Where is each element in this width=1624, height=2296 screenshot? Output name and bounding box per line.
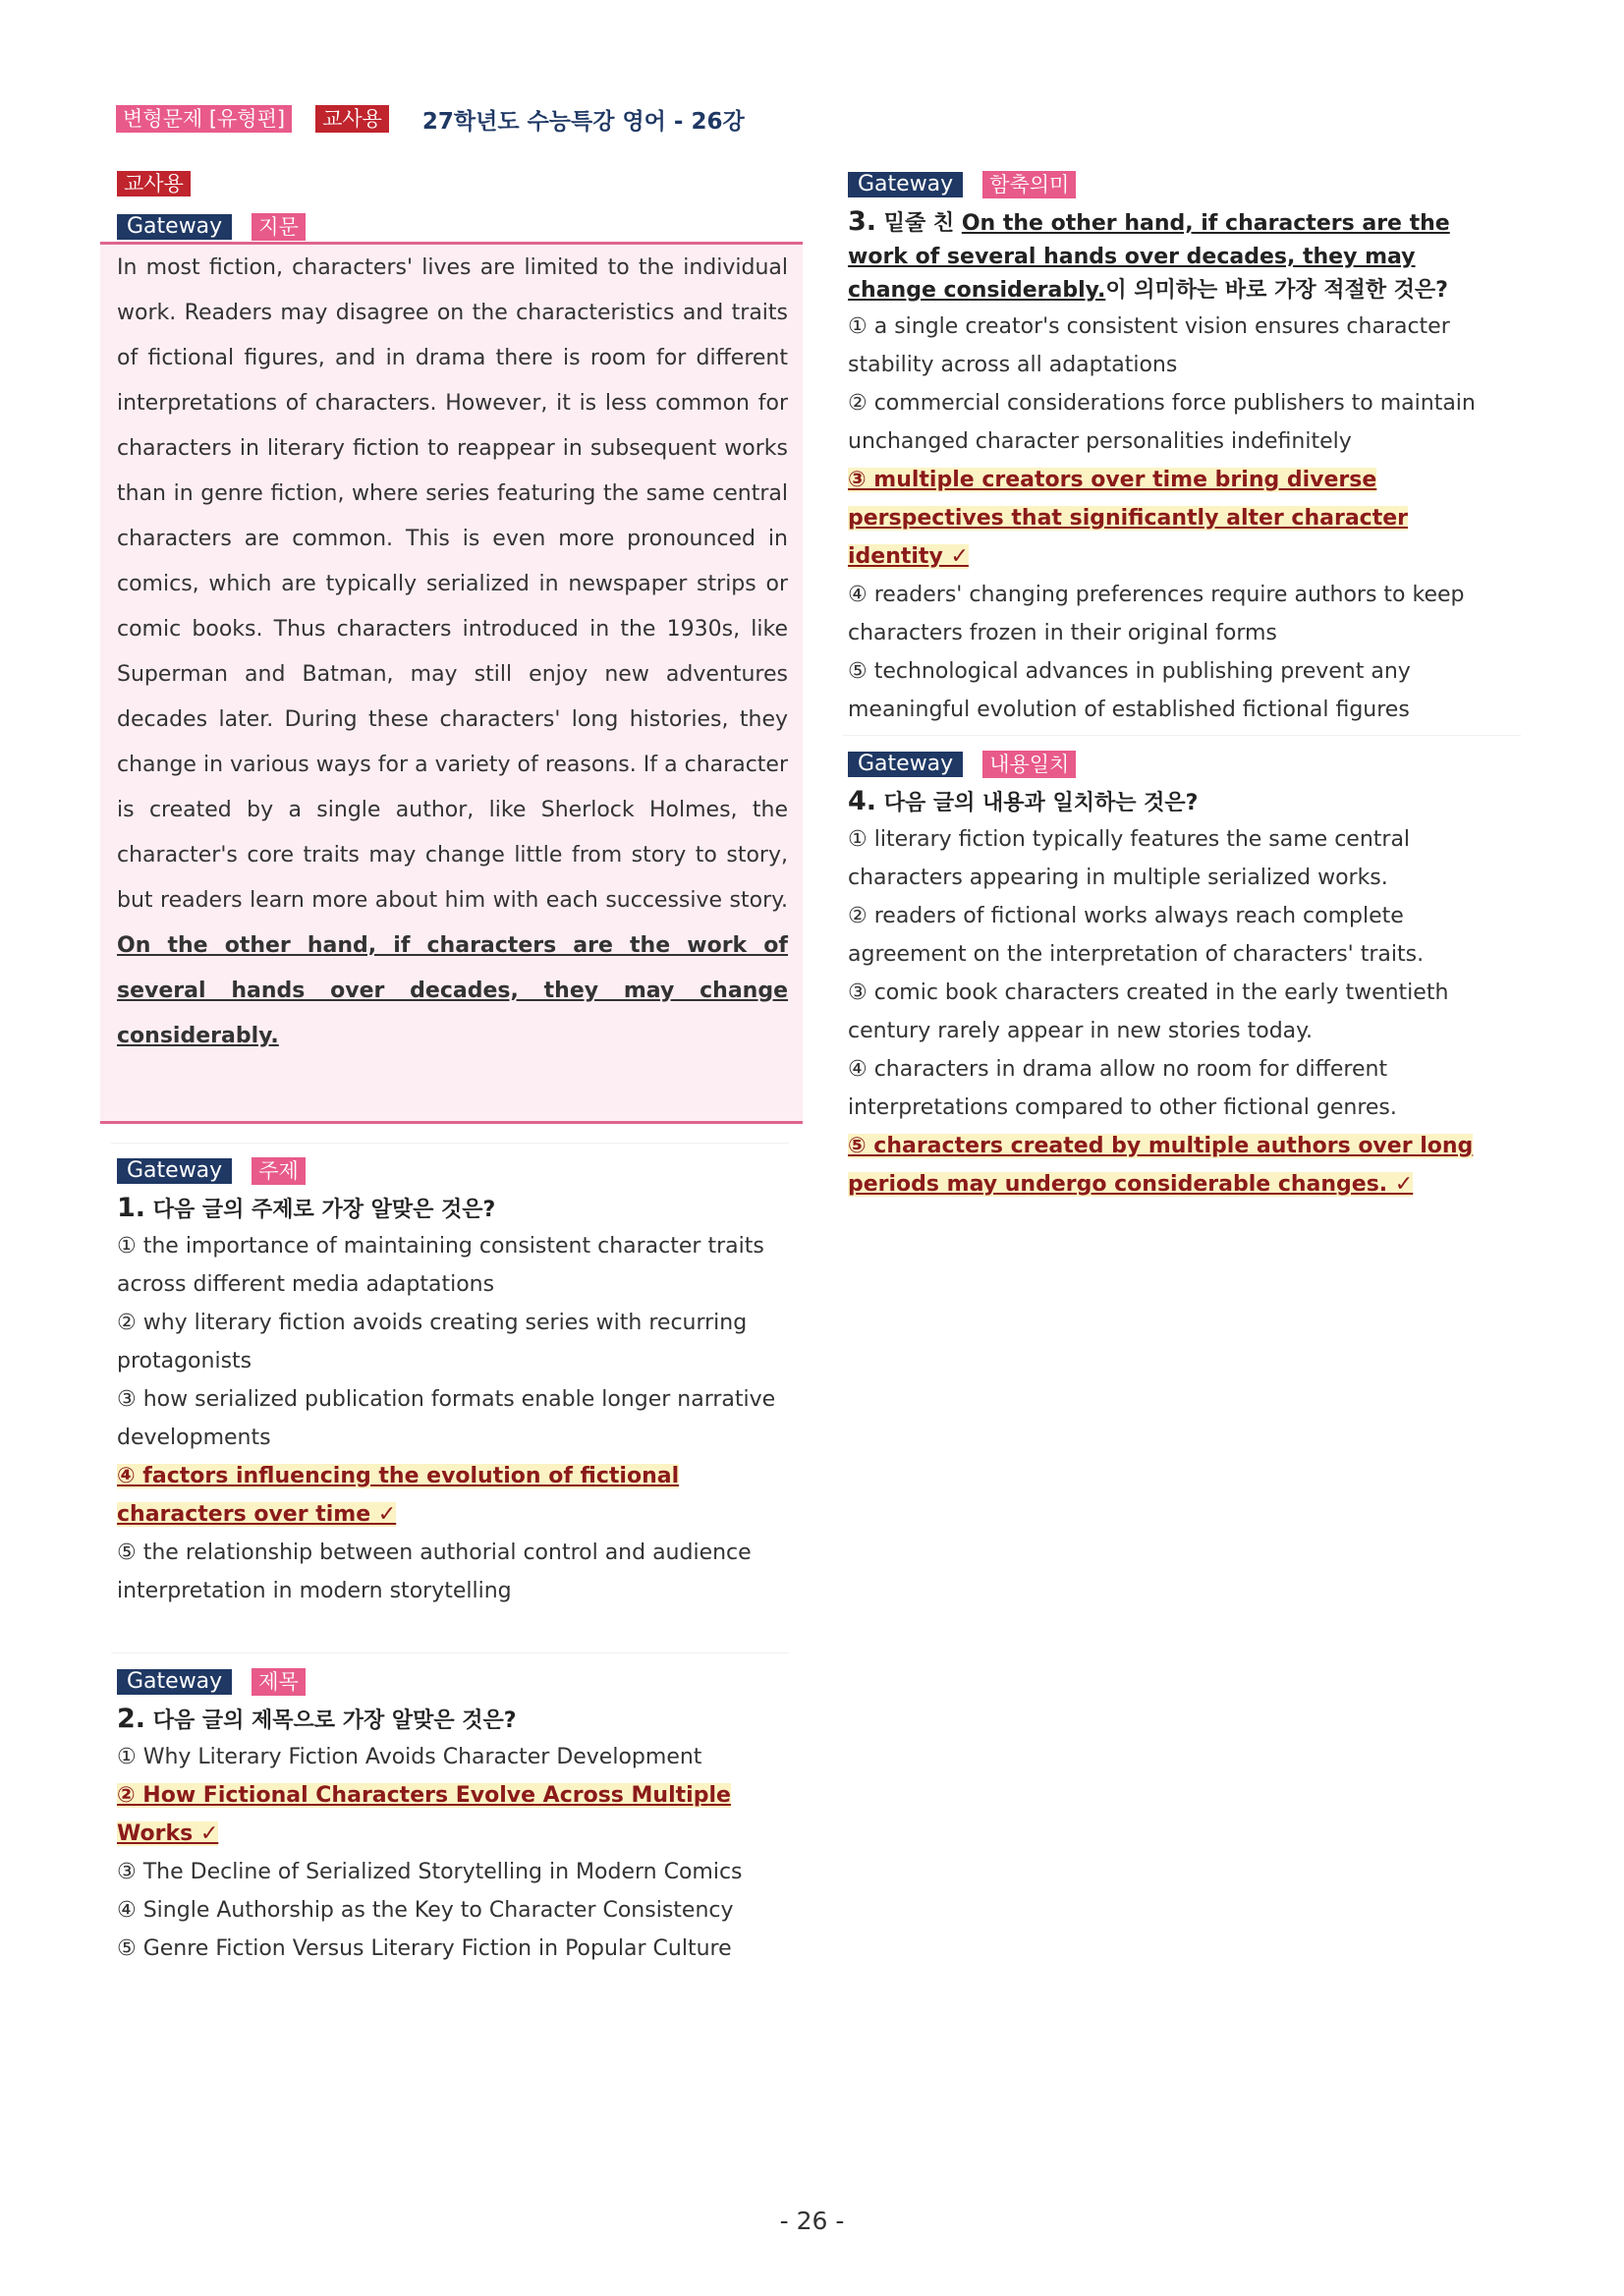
- q3-prompt-suffix: 이 의미하는 바로 가장 적절한 것은?: [1105, 278, 1448, 303]
- passage-label: [117, 213, 306, 240]
- question-3: [848, 171, 1506, 729]
- q3-option-1[interactable]: ① a single creator's consistent vision ensures character stability across all adaptations: [848, 314, 1450, 377]
- q1-option-5[interactable]: ⑤ the relationship between authorial control and audience interpretation in modern storytelling: [117, 1540, 752, 1603]
- q1-type-tag: 주제: [252, 1157, 306, 1185]
- divider: [111, 1652, 789, 1653]
- q2-type-tag: 제목: [252, 1668, 306, 1696]
- q2-label: [117, 1668, 783, 1695]
- header-tag-variant: 변형문제 [유형편]: [116, 105, 292, 133]
- q2-option-1[interactable]: ① Why Literary Fiction Avoids Character Development: [117, 1745, 702, 1769]
- passage-underlined-sentence: On the other hand, if characters are the work of several hands over decades, they may change considerably.: [117, 933, 788, 1048]
- q1-prompt-text: 다음 글의 주제로 가장 알맞은 것은?: [152, 1198, 496, 1222]
- q3-prompt-prefix: 밑줄 친: [883, 211, 955, 236]
- q4-number: 4.: [848, 786, 877, 816]
- q2-option-2-answer[interactable]: [117, 1776, 783, 1853]
- q2-option-5[interactable]: ⑤ Genre Fiction Versus Literary Fiction in Popular Culture: [117, 1936, 732, 1961]
- q1-label: [117, 1157, 783, 1184]
- gateway-tag: Gateway: [117, 1158, 232, 1184]
- q4-prompt: [848, 785, 1506, 820]
- divider: [843, 735, 1521, 736]
- q2-answer-text: ② How Fictional Characters Evolve Across Multiple Works ✓: [117, 1783, 731, 1846]
- q3-label: [848, 171, 1506, 197]
- page-number: - 26 -: [779, 2207, 845, 2235]
- q3-option-3-answer[interactable]: [848, 461, 1506, 576]
- page-header: [116, 104, 745, 134]
- q4-answer-text: ⑤ characters created by multiple authors over long periods may undergo considerable changes. ✓: [848, 1134, 1474, 1197]
- q1-option-4-answer[interactable]: [117, 1457, 783, 1534]
- q4-label: [848, 751, 1506, 777]
- q4-prompt-text: 다음 글의 내용과 일치하는 것은?: [883, 791, 1199, 815]
- q2-option-4[interactable]: ④ Single Authorship as the Key to Character Consistency: [117, 1898, 734, 1923]
- q4-option-1[interactable]: ① literary fiction typically features the same central characters appearing in multiple serialized works.: [848, 827, 1411, 890]
- q4-option-3[interactable]: ③ comic book characters created in the early twentieth century rarely appear in new stories today.: [848, 980, 1449, 1043]
- question-2: [117, 1668, 783, 1968]
- passage-body: In most fiction, characters' lives are limited to the individual work. Readers may disagree on the characteristics and traits of fictional figures, and in drama there is room for different interpretations of characters. However, it is less common for characters in literary fiction to reappear in subsequent works than in genre fiction, where series featuring the same central characters are common. This is even more pronounced in comics, which are typically serialized in newspaper strips or comic books. Thus characters introduced in the 1930s, like Superman and Batman, may still enjoy new adventures decades later. During these characters' long histories, they change in various ways for a variety of reasons. If a character is created by a single author, like Sherlock Holmes, the character's core traits may change little from story to story, but readers learn more about him with each successive story.: [117, 255, 788, 913]
- page-title: 27학년도 수능특강 영어 - 26강: [421, 108, 745, 135]
- header-tag-teacher: 교사용: [315, 105, 389, 133]
- q4-option-5-answer[interactable]: [848, 1127, 1506, 1204]
- q3-type-tag: 함축의미: [982, 171, 1076, 198]
- q3-option-4[interactable]: ④ readers' changing preferences require authors to keep characters frozen in their original forms: [848, 583, 1465, 645]
- q2-number: 2.: [117, 1704, 146, 1734]
- gateway-tag: Gateway: [848, 752, 963, 777]
- gateway-tag: Gateway: [117, 1669, 232, 1695]
- question-1: [117, 1157, 783, 1610]
- question-4: [848, 751, 1506, 1204]
- q1-option-1[interactable]: ① the importance of maintaining consistent character traits across different media adaptations: [117, 1234, 764, 1297]
- q3-prompt-underlined: On the other hand, if characters are the work of several hands over decades, they may change considerably.: [848, 211, 1450, 303]
- q3-answer-text: ③ multiple creators over time bring diverse perspectives that significantly alter character identity ✓: [848, 468, 1409, 569]
- divider: [111, 1143, 789, 1144]
- q3-prompt: [848, 205, 1506, 308]
- gateway-tag: Gateway: [117, 214, 232, 240]
- q3-option-5[interactable]: ⑤ technological advances in publishing prevent any meaningful evolution of established fictional figures: [848, 659, 1411, 722]
- teacher-label: [117, 171, 191, 196]
- teacher-tag: 교사용: [117, 171, 191, 196]
- q2-prompt: [117, 1703, 783, 1738]
- q2-option-3[interactable]: ③ The Decline of Serialized Storytelling in Modern Comics: [117, 1860, 743, 1884]
- gateway-tag: Gateway: [848, 172, 963, 197]
- passage-type-tag: 지문: [252, 213, 306, 241]
- q1-answer-text: ④ factors influencing the evolution of fictional characters over time ✓: [117, 1464, 680, 1527]
- q1-option-2[interactable]: ② why literary fiction avoids creating series with recurring protagonists: [117, 1311, 748, 1373]
- q1-option-3[interactable]: ③ how serialized publication formats enable longer narrative developments: [117, 1387, 776, 1450]
- q4-type-tag: 내용일치: [982, 751, 1076, 778]
- q1-number: 1.: [117, 1193, 146, 1223]
- q4-option-2[interactable]: ② readers of fictional works always reach complete agreement on the interpretation of characters' traits.: [848, 904, 1425, 967]
- passage-text: [117, 246, 788, 1059]
- q4-option-4[interactable]: ④ characters in drama allow no room for different interpretations compared to other fictional genres.: [848, 1057, 1397, 1120]
- q3-number: 3.: [848, 206, 877, 237]
- q1-prompt: [117, 1192, 783, 1227]
- q2-prompt-text: 다음 글의 제목으로 가장 알맞은 것은?: [152, 1708, 517, 1733]
- q3-option-2[interactable]: ② commercial considerations force publishers to maintain unchanged character personalities indefinitely: [848, 391, 1476, 454]
